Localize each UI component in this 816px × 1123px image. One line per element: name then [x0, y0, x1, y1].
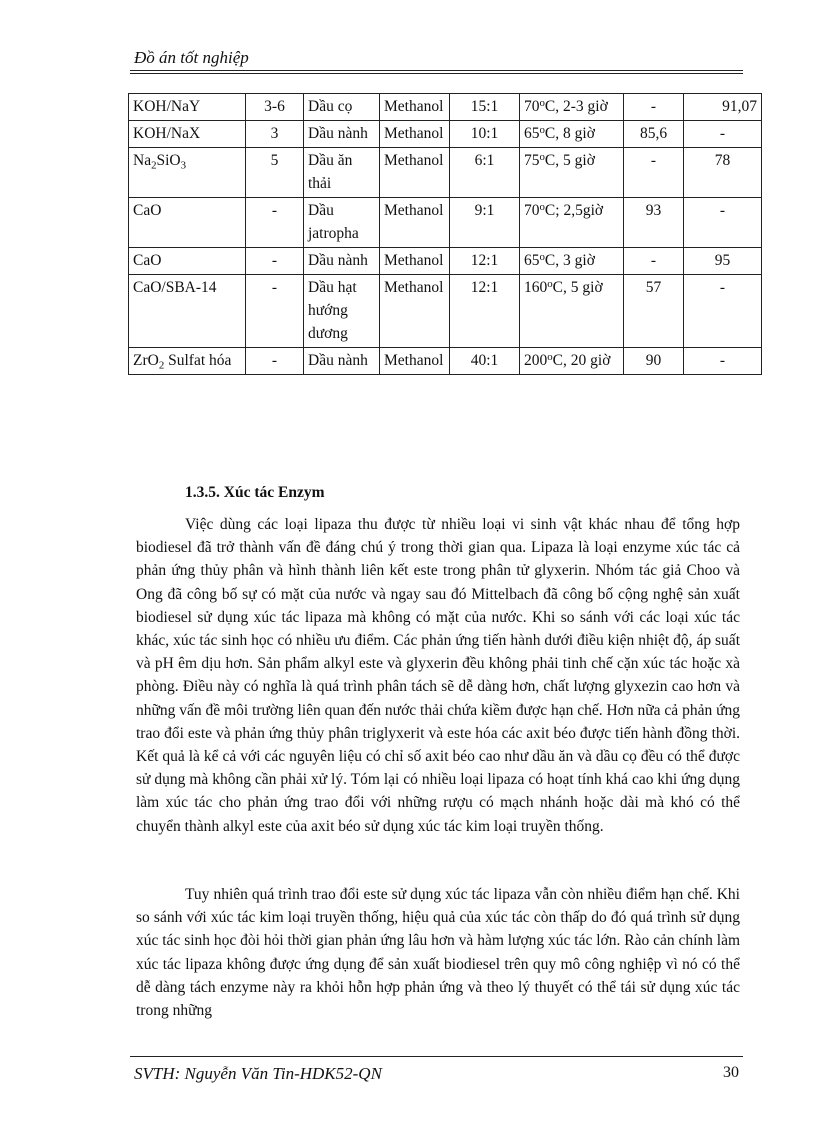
page-number: 30 [723, 1064, 739, 1081]
alcohol-cell: Methanol [380, 275, 450, 348]
amount-cell: - [246, 348, 304, 375]
alcohol-cell: Methanol [380, 121, 450, 148]
condition-cell: 65$^o$C, 8 giờ [520, 121, 624, 148]
conversion-cell: 91,07 [684, 94, 762, 121]
amount-cell: - [246, 275, 304, 348]
table-row [129, 275, 762, 348]
conversion-cell: 78 [684, 148, 762, 198]
table-row [129, 248, 762, 275]
condition-cell: 75$^o$C, 5 giờ [520, 148, 624, 198]
condition-cell: 65$^o$C, 3 giờ [520, 248, 624, 275]
footer-divider [130, 1056, 743, 1057]
alcohol-cell: Methanol [380, 198, 450, 248]
body-paragraph: Việc dùng các loại lipaza thu được từ nhiều loại vi sinh vật khác nhau để tổng hợp biodiesel đã trở thành vấn đề đáng chú ý trong thời gian qua. Lipaza là loại enzyme xúc tác cả phản ứng thủy phân và hình thành liên kết este trong phân tử glyxerin. Nhóm tác giả Choo và Ong đã công bố sự có mặt của nước và ngay sau đó Mittelbach đã công bố cộng nghệ sản xuất biodiesel sử dụng xúc tác lipaza mà không có mặt của nước. Khi so sánh với các loại xúc tác khác, xúc tác sinh học có nhiều ưu điểm. Các phản ứng tiến hành dưới điều kiện nhiệt độ, áp suất và pH êm dịu hơn. Sản phẩm alkyl este và glyxerin đều không phải tinh chế cặn xúc tác hoặc xà phòng. Điều này có nghĩa là quá trình phân tách sẽ dễ dàng hơn, chất lượng glyxezin cao hơn và những vấn đề môi trường liên quan đến nước thải chứa kiềm được hạn chế. Hơn nữa cả phản ứng trao đổi este và phản ứng thủy phân triglyxerit và este hóa các axit béo được tiến hành đồng thời. Kết quả là kể cả với các nguyên liệu có chỉ số axit béo cao như dầu ăn và dầu cọ đều có thể được sử dụng mà không cần phải xử lý. Tóm lại có nhiều loại lipaza có hoạt tính khá cao khi ứng dụng làm xúc tác cho phản ứng trao đổi với những rượu có mạch nhánh hoặc dài mà khó có thể chuyển thành alkyl este của axit béo sử dụng xúc tác kim loại truyền thống. [136, 516, 740, 835]
yield-cell: - [624, 94, 684, 121]
conversion-cell: - [684, 348, 762, 375]
catalyst-cell: CaO/SBA-14 [129, 275, 246, 348]
catalyst-cell: KOH/NaY [129, 94, 246, 121]
yield-cell: 93 [624, 198, 684, 248]
yield-cell: 57 [624, 275, 684, 348]
condition-cell: 70$^o$C; 2,5giờ [520, 198, 624, 248]
table-row [129, 348, 762, 375]
oil-cell: Dầu nành [304, 121, 380, 148]
amount-cell: - [246, 248, 304, 275]
catalyst-cell: KOH/NaX [129, 121, 246, 148]
condition-cell: 200$^o$C, 20 giờ [520, 348, 624, 375]
condition-cell: 160$^o$C, 5 giờ [520, 275, 624, 348]
catalyst-table [128, 93, 762, 375]
catalyst-cell: $Na_2SiO_3$ [129, 148, 246, 198]
ratio-cell: 10:1 [450, 121, 520, 148]
table-row [129, 94, 762, 121]
table-row [129, 121, 762, 148]
amount-cell: 5 [246, 148, 304, 198]
conversion-cell: - [684, 198, 762, 248]
oil-cell: Dầu hạt hướng dương [304, 275, 380, 348]
alcohol-cell: Methanol [380, 94, 450, 121]
conversion-cell: - [684, 121, 762, 148]
oil-cell: Dầu jatropha [304, 198, 380, 248]
ratio-cell: 12:1 [450, 275, 520, 348]
alcohol-cell: Methanol [380, 348, 450, 375]
ratio-cell: 6:1 [450, 148, 520, 198]
alcohol-cell: Methanol [380, 148, 450, 198]
yield-cell: 85,6 [624, 121, 684, 148]
amount-cell: - [246, 198, 304, 248]
catalyst-cell: CaO [129, 248, 246, 275]
table-row [129, 198, 762, 248]
conversion-cell: 95 [684, 248, 762, 275]
catalyst-cell: ZrO$_2$ Sulfat hóa [129, 348, 246, 375]
conversion-cell: - [684, 275, 762, 348]
ratio-cell: 9:1 [450, 198, 520, 248]
amount-cell: 3 [246, 121, 304, 148]
amount-cell: 3-6 [246, 94, 304, 121]
oil-cell: Dầu ăn thải [304, 148, 380, 198]
oil-cell: Dầu nành [304, 248, 380, 275]
oil-cell: Dầu nành [304, 348, 380, 375]
page-header-title: Đồ án tốt nghiệp [134, 48, 249, 67]
ratio-cell: 15:1 [450, 94, 520, 121]
ratio-cell: 40:1 [450, 348, 520, 375]
table-row [129, 148, 762, 198]
alcohol-cell: Methanol [380, 248, 450, 275]
yield-cell: - [624, 248, 684, 275]
header-divider-thin [130, 73, 743, 74]
yield-cell: - [624, 148, 684, 198]
ratio-cell: 12:1 [450, 248, 520, 275]
yield-cell: 90 [624, 348, 684, 375]
catalyst-cell: CaO [129, 198, 246, 248]
section-heading: 1.3.5. Xúc tác Enzym [185, 484, 325, 501]
header-divider [130, 70, 743, 71]
footer-author: SVTH: Nguyễn Văn Tin-HDK52-QN [134, 1064, 382, 1083]
oil-cell: Dầu cọ [304, 94, 380, 121]
condition-cell: 70$^o$C, 2-3 giờ [520, 94, 624, 121]
body-paragraph: Tuy nhiên quá trình trao đổi este sử dụng xúc tác lipaza vẫn còn nhiều điểm hạn chế. Khi so sánh với xúc tác kim loại truyền thống, hiệu quả của xúc tác còn thấp do đó quá trình sử dụng xúc tác sinh học đòi hỏi thời gian phản ứng lâu hơn và hàm lượng xúc tác lớn. Rào cản chính làm xúc tác lipaza không được ứng dụng để sản xuất biodiesel trên quy mô công nghiệp vì nó có thể dễ dàng tách enzyme này ra khỏi hỗn hợp phản ứng và theo lý thuyết có thể tái sử dụng xúc tác trong những [136, 886, 741, 1020]
